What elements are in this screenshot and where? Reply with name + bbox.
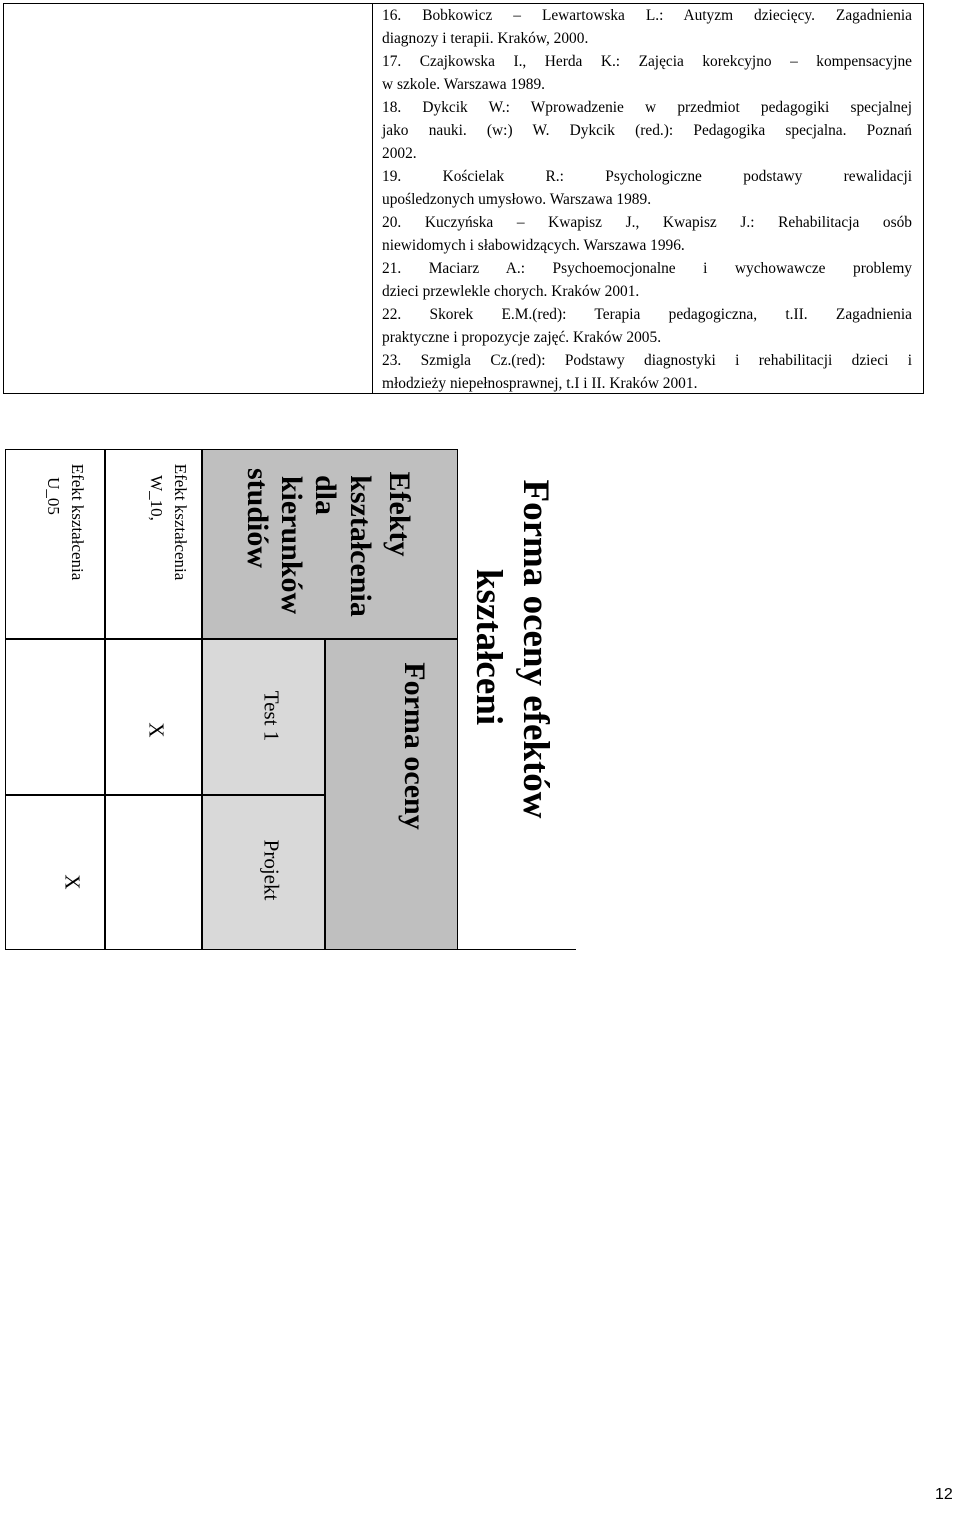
row-label-u05-line1: Efekt kształcenia bbox=[68, 463, 87, 581]
row-header-line4: kierunków bbox=[275, 475, 308, 615]
table-title-cell bbox=[458, 449, 576, 950]
mark-w10-test1: X bbox=[144, 722, 169, 738]
biblio-20-line2: niewidomych i słabowidzących. Warszawa 1996. bbox=[382, 237, 685, 254]
column-header-test1 bbox=[202, 639, 325, 795]
biblio-23-line1: 23. Szmigla Cz.(red): Podstawy diagnostyki i rehabilitacji dzieci i bbox=[382, 352, 912, 369]
biblio-22-line1: 22. Skorek E.M.(red): Terapia pedagogiczna, t.II. Zagadnienia bbox=[382, 306, 912, 323]
biblio-18-line3: 2002. bbox=[382, 145, 417, 162]
row-header-line3: dla bbox=[309, 474, 342, 516]
group-header-cell bbox=[325, 639, 458, 950]
bibliography-list bbox=[382, 4, 912, 395]
biblio-22-line2: praktyczne i propozycje zajęć. Kraków 2005. bbox=[382, 329, 662, 346]
row-header-line5: studiów bbox=[241, 467, 274, 569]
column-header-projekt bbox=[202, 795, 325, 950]
table-title-line1: Forma oceny efektów bbox=[515, 479, 556, 819]
bibliography-empty-cell bbox=[4, 4, 373, 393]
mark-cell-u05-projekt bbox=[5, 795, 105, 950]
table-title-line2: kształceni bbox=[468, 568, 509, 726]
column-label-test1: Test 1 bbox=[259, 690, 284, 742]
biblio-17-line2: w szkole. Warszawa 1989. bbox=[382, 76, 546, 93]
row-label-cell-u05 bbox=[5, 449, 105, 639]
row-label-u05-line2: U_05 bbox=[44, 477, 63, 515]
biblio-23-line2: młodzieży niepełnosprawnej, t.I i II. Kraków 2001. bbox=[382, 375, 698, 392]
row-label-w10-line1: Efekt kształcenia bbox=[171, 463, 190, 581]
biblio-16-line2: diagnozy i terapii. Kraków, 2000. bbox=[382, 30, 589, 47]
biblio-21-line2: dzieci przewlekle chorych. Kraków 2001. bbox=[382, 283, 640, 300]
biblio-18-line2: jako nauki. (w:) W. Dykcik (red.): Pedagogika specjalna. Poznań bbox=[382, 122, 912, 139]
biblio-19-line1: 19. Kościelak R.: Psychologiczne podstawy rewalidacji bbox=[382, 168, 912, 185]
row-label-w10-line2: W_10, bbox=[147, 475, 166, 521]
mark-cell-w10-test1 bbox=[105, 639, 202, 795]
row-header-line1: Efekty bbox=[383, 471, 416, 557]
mark-cell-w10-projekt bbox=[105, 795, 202, 950]
row-header-line2: kształcenia bbox=[344, 475, 377, 617]
row-header-cell bbox=[202, 449, 458, 639]
assessment-table bbox=[5, 449, 576, 950]
biblio-21-line1: 21. Maciarz A.: Psychoemocjonalne i wychowawcze problemy bbox=[382, 260, 912, 277]
biblio-17-line1: 17. Czajkowska I., Herda K.: Zajęcia korekcyjno – kompensacyjne bbox=[382, 53, 912, 70]
column-label-projekt: Projekt bbox=[259, 839, 284, 901]
biblio-20-line1: 20. Kuczyńska – Kwapisz J., Kwapisz J.: Rehabilitacja osób bbox=[382, 214, 912, 231]
biblio-18-line1: 18. Dykcik W.: Wprowadzenie w przedmiot pedagogiki specjalnej bbox=[382, 99, 912, 116]
mark-cell-u05-test1 bbox=[5, 639, 105, 795]
page-number: 12 bbox=[935, 1486, 953, 1503]
row-label-cell-w10 bbox=[105, 449, 202, 639]
biblio-16-line1: 16. Bobkowicz – Lewartowska L.: Autyzm dziecięcy. Zagadnienia bbox=[382, 7, 912, 24]
group-header-label: Forma oceny bbox=[398, 662, 431, 830]
mark-u05-projekt: X bbox=[60, 874, 85, 890]
biblio-19-line2: upośledzonych umysłowo. Warszawa 1989. bbox=[382, 191, 652, 208]
